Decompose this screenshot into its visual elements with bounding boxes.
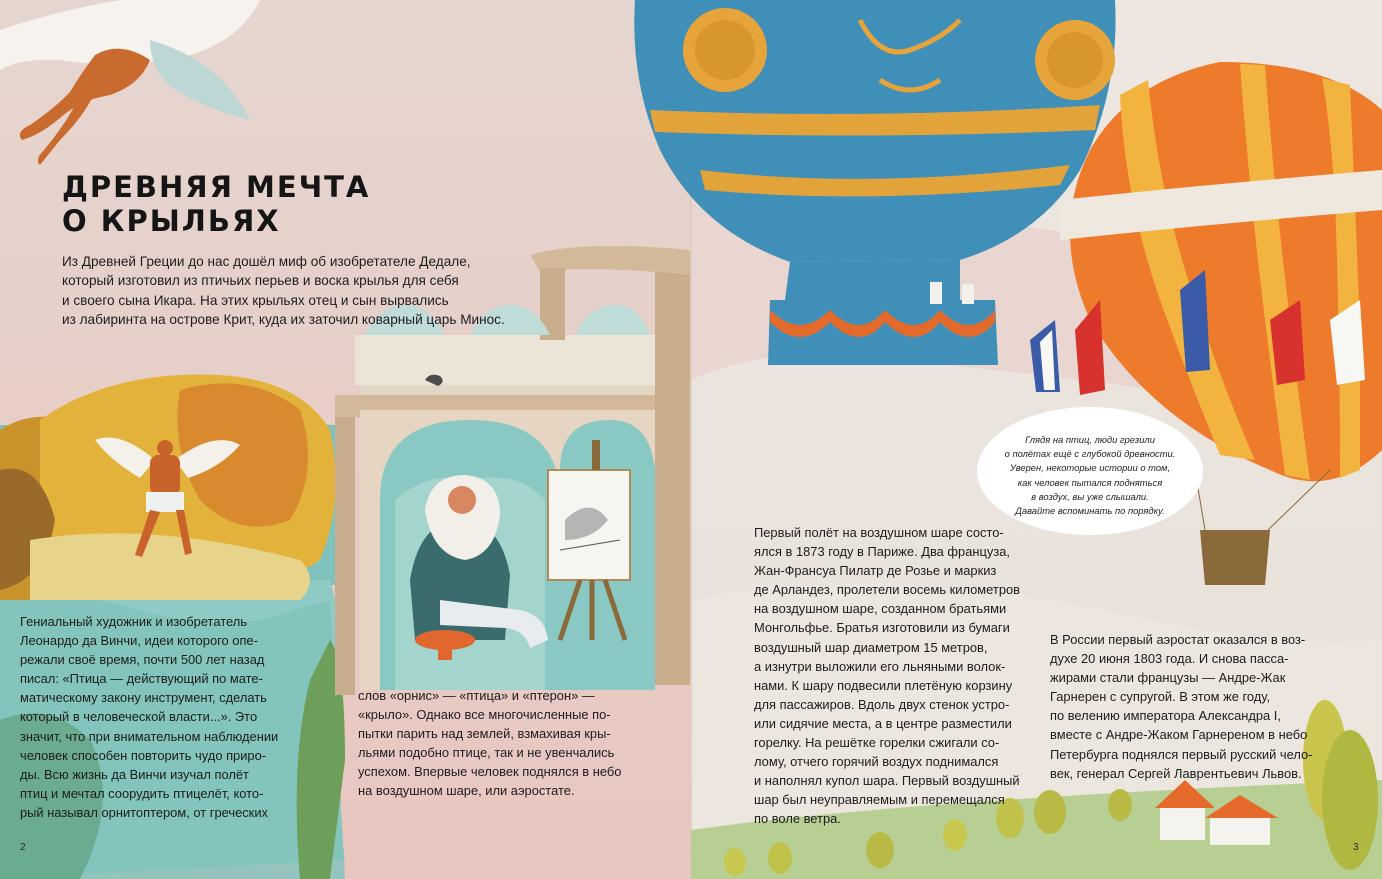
text-line: льями подобно птице, так и не увенчались [358, 745, 615, 761]
text-line: нами. К шару подвесили плетёную корзину [754, 677, 1013, 693]
text-line: и своего сына Икара. На этих крыльях отец и сын вырвались [62, 292, 449, 308]
text-line: как человек пытался подняться [1017, 476, 1163, 488]
text-line: пытки парить над землей, взмахивая кры- [358, 726, 611, 742]
text-line: Гениальный художник и изобретатель [20, 614, 247, 629]
russia-paragraph [1050, 630, 1313, 783]
text-line: рый называл орнитоптером, от греческих [20, 804, 268, 820]
page-number-left: 2 [20, 842, 26, 853]
text-line: по воле ветра. [754, 811, 841, 827]
text-line: «крыло». Однако все многочисленные по- [358, 707, 611, 723]
text-line: Леонардо да Винчи, идеи которого опе- [20, 633, 258, 649]
text-line: птиц и мечтал соорудить птицелёт, кото- [20, 785, 264, 801]
text-line: лому, отчего горячий воздух поднимался [754, 754, 999, 770]
text-line: ялся в 1873 году в Париже. Два француза, [754, 544, 1010, 560]
text-line: Глядя на птиц, люди грезили [1025, 434, 1155, 445]
text-line: из лабиринта на острове Крит, куда их заточил коварный царь Минос. [62, 312, 505, 328]
text-line: воздушный шар диаметром 15 метров, [754, 639, 988, 655]
first-flight-paragraph [754, 523, 1020, 829]
text-line: вместе с Андре-Жаком Гарнереном в небо [1050, 727, 1308, 743]
speech-bubble-text [1000, 433, 1180, 518]
text-line: Гарнерен с супругой. В этом же году, [1050, 689, 1271, 705]
text-line: для пассажиров. Вдоль двух стенок устро- [754, 696, 1010, 712]
text-line: в воздух, вы уже слышали. [1031, 490, 1149, 502]
text-line: а изнутри выложили его льняными волок- [754, 658, 1006, 674]
text-line: горелку. На решётке горелки сжигали со- [754, 735, 1000, 751]
page-title [62, 170, 370, 238]
text-line: ды. Всю жизнь да Винчи изучал полёт [20, 766, 249, 782]
text-line: де Арландез, пролетели восемь километров [754, 582, 1021, 598]
text-line: который изготовил из птичьих перьев и воска крылья для себя [62, 273, 459, 289]
text-line: писал: «Птица — действующий по мате- [20, 671, 263, 687]
text-line: который в человеческой власти...». Это [20, 709, 258, 725]
greek-words-paragraph [358, 686, 621, 801]
text-line: слов «орнис» — «птица» и «птерон» — [358, 688, 595, 703]
text-line: жирами стали французы — Андре-Жак [1050, 670, 1286, 686]
text-line: век, генерал Сергей Лаврентьевич Львов. [1050, 765, 1302, 781]
text-line: духе 20 июня 1803 года. И снова пасса- [1050, 651, 1289, 667]
title-line: О КРЫЛЬЯХ [62, 204, 281, 238]
title-line: ДРЕВНЯЯ МЕЧТА [62, 170, 371, 204]
text-line: Из Древней Греции до нас дошёл миф об изобретателе Дедале, [62, 254, 471, 269]
text-line: на воздушном шаре, созданном братьями [754, 601, 1007, 617]
text-line: шар был неуправляемым и перемещался [754, 792, 1005, 808]
text-line: матическому закону инструмент, сделать [20, 690, 267, 706]
text-line: Монгольфье. Братья изготовили из бумаги [754, 620, 1010, 636]
text-line: режали своё время, почти 500 лет назад [20, 652, 265, 668]
text-line: Давайте вспоминать по порядку. [1015, 505, 1165, 517]
text-line: и наполнял купол шара. Первый воздушный [754, 773, 1020, 789]
text-line: Первый полёт на воздушном шаре состо- [754, 525, 1004, 540]
intro-paragraph [62, 252, 505, 330]
text-line: успехом. Впервые человек поднялся в небо [358, 764, 622, 780]
text-line: Петербурга поднялся первый русский чело- [1050, 746, 1313, 762]
text-line: на воздушном шаре, или аэростате. [358, 783, 575, 799]
text-line: о полётах ещё с глубокой древности. [1004, 448, 1176, 460]
text-line: Жан-Франсуа Пилатр де Розье и маркиз [754, 563, 997, 579]
text-line: В России первый аэростат оказался в воз- [1050, 632, 1306, 647]
leonardo-paragraph [20, 612, 278, 822]
page-number-right: 3 [1353, 842, 1359, 853]
text-line: значит, что при внимательном наблюдении [20, 728, 279, 744]
text-line: или сидячие места, а в центре разместили [754, 715, 1012, 731]
text-line: Уверен, некоторые истории о том, [1009, 462, 1171, 474]
text-line: по велению императора Александра I, [1050, 708, 1281, 724]
text-line: человек способен повторить чудо приро- [20, 747, 267, 763]
